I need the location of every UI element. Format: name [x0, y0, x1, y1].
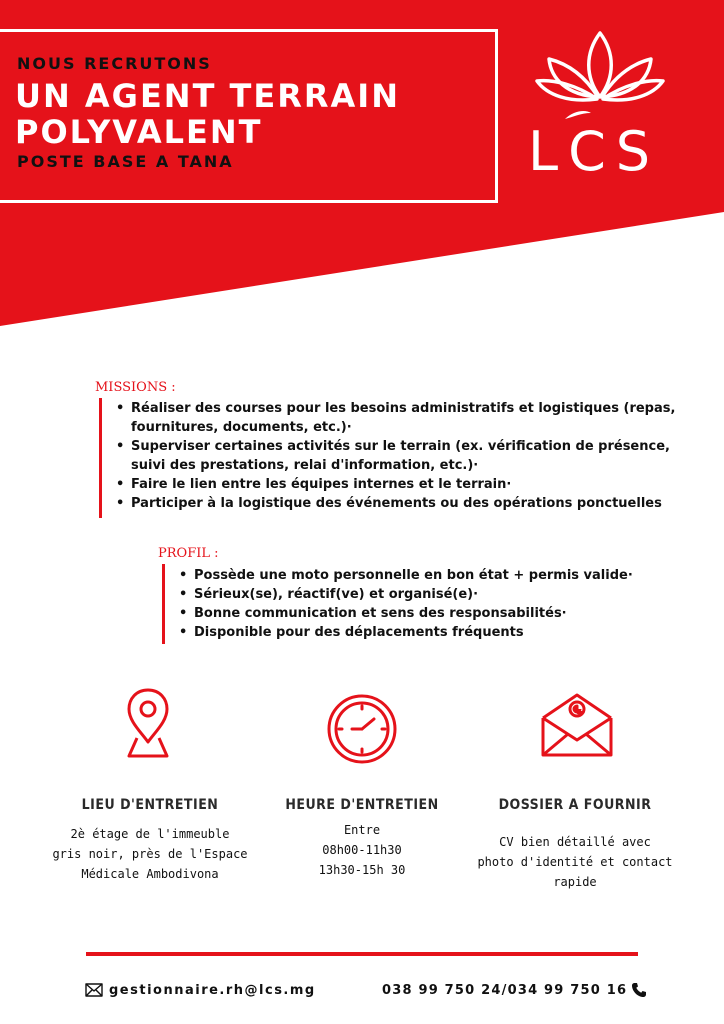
missions-list — [131, 399, 701, 513]
mission-item: • Superviser certaines activités sur le terrain (ex. vérification de présence, suivi des prestations, relai d'information, etc.)· — [131, 437, 701, 475]
footer-divider — [86, 952, 638, 956]
profil-item: • Bonne communication et sens des responsabilités· — [194, 604, 634, 623]
clock-icon — [326, 693, 398, 765]
phone-icon — [631, 982, 647, 998]
missions-label: MISSIONS : — [95, 380, 176, 395]
profil-item: • Possède une moto personnelle en bon état + permis valide· — [194, 566, 634, 585]
heure-text — [262, 820, 462, 880]
job-title-line-1: UN AGENT TERRAIN — [15, 77, 400, 115]
map-pin-icon — [126, 686, 170, 758]
heure-line: 08h00-11h30 — [322, 843, 402, 857]
phone-numbers[interactable]: 038 99 750 24/034 99 750 16 — [382, 982, 628, 998]
post-location: POSTE BASE A TANA — [17, 152, 234, 171]
missions-section — [99, 398, 699, 518]
missions-accent-bar — [99, 398, 102, 518]
lieu-text — [45, 824, 255, 884]
dossier-line: CV bien détaillé avec — [499, 835, 651, 849]
lieu-title: LIEU D'ENTRETIEN — [81, 797, 219, 813]
profil-label: PROFIL : — [158, 546, 219, 561]
profil-list — [194, 566, 634, 642]
mission-item: • Réaliser des courses pour les besoins administratifs et logistiques (repas, fournitures, documents, etc.)· — [131, 399, 701, 437]
profil-item: • Disponible pour des déplacements fréquents — [194, 623, 634, 642]
dossier-title: DOSSIER A FOURNIR — [498, 797, 652, 813]
heure-line: Entre — [343, 823, 381, 837]
profil-accent-bar — [162, 564, 165, 644]
email-address[interactable]: gestionnaire.rh@lcs.mg — [109, 982, 316, 998]
dossier-line: photo d'identité et contact — [477, 855, 673, 869]
dossier-text — [465, 832, 685, 892]
profil-section — [162, 564, 642, 644]
phone-contact[interactable] — [382, 980, 647, 1000]
profil-item: • Sérieux(se), réactif(ve) et organisé(e)· — [194, 585, 634, 604]
lieu-line: 2è étage de l'immeuble — [70, 827, 230, 841]
mail-at-icon — [540, 692, 614, 758]
envelope-icon — [85, 983, 103, 997]
email-contact[interactable] — [85, 980, 316, 1000]
heure-line: 13h30-15h 30 — [318, 863, 406, 877]
lieu-line: gris noir, près de l'Espace — [52, 847, 248, 861]
mission-item: • Faire le lien entre les équipes internes et le terrain· — [131, 475, 701, 494]
kicker-text: NOUS RECRUTONS — [17, 54, 212, 73]
dossier-line: rapide — [553, 875, 597, 889]
mission-item: • Participer à la logistique des événements ou des opérations ponctuelles — [131, 494, 701, 513]
heure-title: HEURE D'ENTRETIEN — [285, 797, 439, 813]
job-title-line-2: POLYVALENT — [15, 113, 263, 151]
lieu-line: Médicale Ambodivona — [81, 867, 219, 881]
logo-text: LCS — [528, 120, 661, 183]
job-title — [15, 78, 485, 150]
